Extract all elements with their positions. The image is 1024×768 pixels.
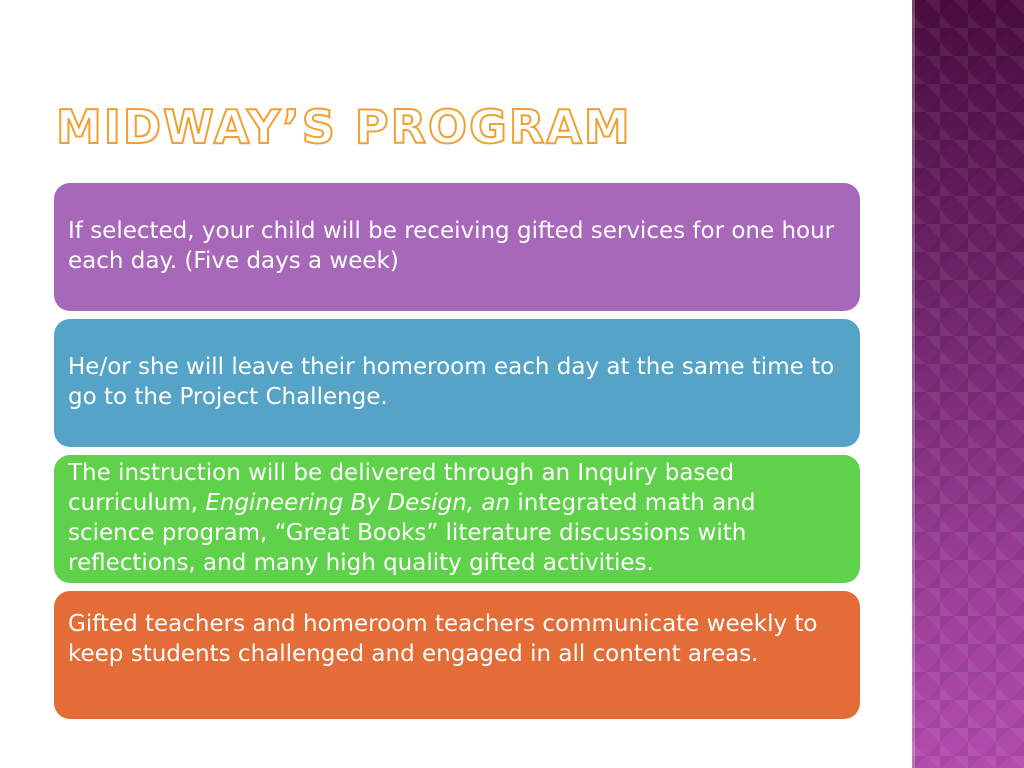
info-box-homeroom	[54, 319, 860, 447]
info-box-gifted-services	[54, 183, 860, 311]
info-box-communication	[54, 591, 860, 719]
info-box-text	[68, 458, 846, 578]
info-box-text-before: The instruction will be delivered through an Inquiry based curriculum,	[68, 460, 735, 516]
info-box-text: He/or she will leave their homeroom each day at the same time to go to the Project Challenge.	[68, 354, 835, 410]
info-box-instruction	[54, 455, 860, 583]
side-band-edge	[912, 0, 915, 768]
slide-title: MIDWAY’S PROGRAM	[56, 100, 632, 154]
info-box-text-after: integrated math and science program, “Great Books” literature discussions with reflections, and many high quality gifted activities.	[68, 490, 756, 576]
info-box-text: If selected, your child will be receiving gifted services for one hour each day. (Five days a week)	[68, 218, 835, 274]
side-band-pattern	[912, 0, 1024, 768]
info-box-text: Gifted teachers and homeroom teachers communicate weekly to keep students challenged and engaged in all content areas.	[68, 611, 818, 667]
info-box-text-italic: Engineering By Design, an	[205, 490, 511, 516]
decorative-side-band	[912, 0, 1024, 768]
